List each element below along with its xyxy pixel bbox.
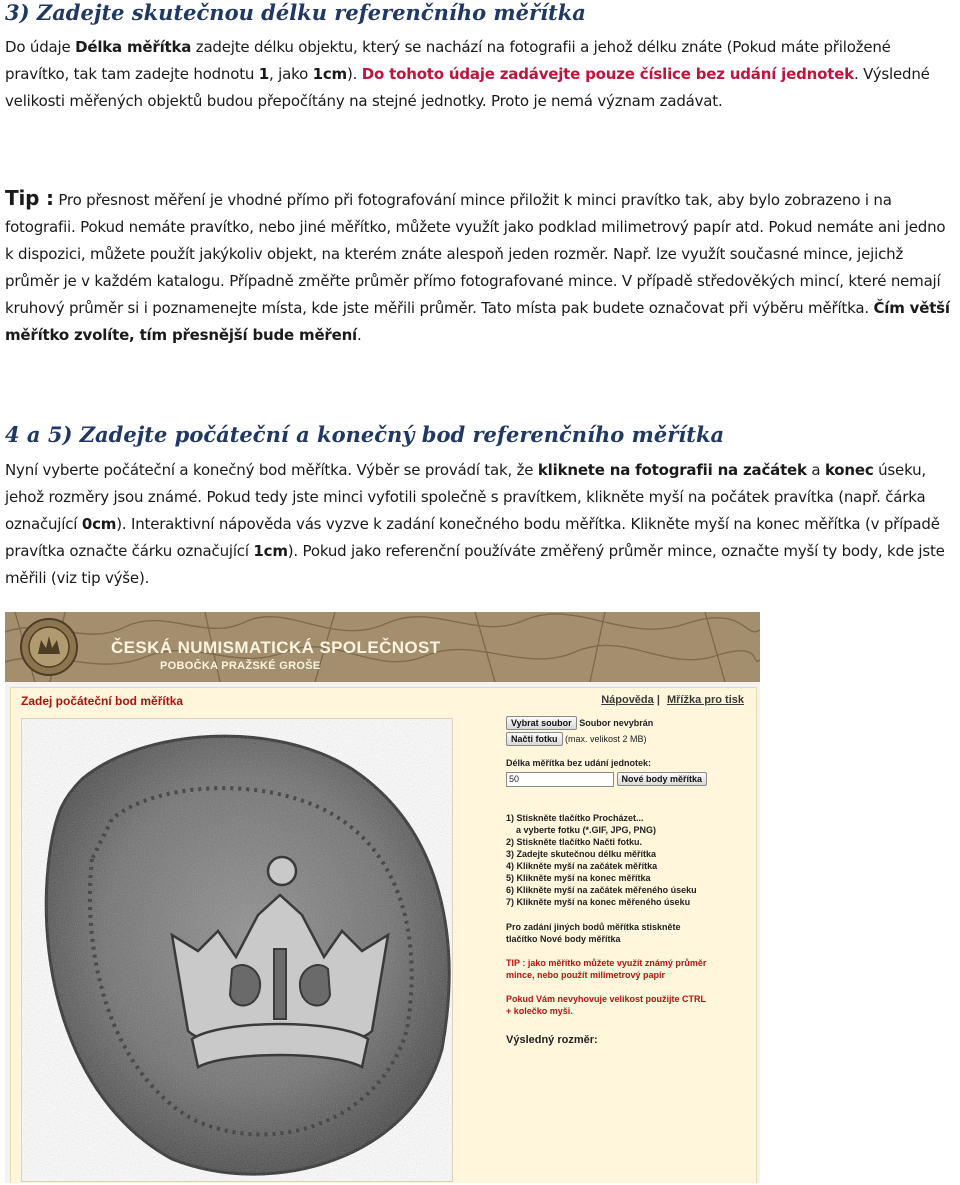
step-item: a vyberte fotku (*.GIF, JPG, PNG) — [516, 825, 657, 835]
frame-links — [597, 694, 744, 706]
step-item: 4) Klikněte myší na začátek měřítka — [506, 861, 658, 871]
zoom-hint-line1: Pokud Vám nevyhovuje velikost použijte CTRL — [506, 994, 707, 1004]
help-link[interactable]: Nápověda — [601, 694, 654, 706]
other-scale-line1: Pro zadání jiných bodů měřítka stiskněte — [506, 922, 681, 932]
tip-paragraph: Tip : Pro přesnost měření je vhodné přímo při fotografování mince přiložit k minci pravítko tak, aby bylo zobrazeno i na fotografii. Pokud nemáte pravítko, nebo jiné měřítko, můžete využít jako podklad milimetrový papír atd. Pokud nemáte ani jedno k dispozici, můžete použít jakýkoliv objekt, na kterém znáte alespoň jeden rozměr. Např. lze využít současné mince, jejichž průměr je v každém katalogu. Případně změřte průměr přímo fotografované mince. V případě středověkých mincí, které nemají kruhový průměr si i poznamenejte místa, kde jste měřili průměr. Tato místa pak budete označovat při výběru měřítka. Čím větší měřítko zvolíte, tím přesnější bude měření. — [5, 186, 950, 344]
section45-paragraph: Nyní vyberte počáteční a konečný bod měřítka. Výběr se provádí tak, že kliknete na fotografii na začátek a konec úseku, jehož rozměry jsou známé. Pokud tedy jste minci vyfotili společně s pravítkem, klikněte myší na počátek pravítka (např. čárka označující 0cm). Interaktivní nápověda vás vyzve k zadání konečného bodu měřítka. Klikněte myší na konec měřítka (v případě pravítka označte čárku označující 1cm). Pokud jako referenční používáte změřený průměr mince, označte myší ty body, kde jste měřili (viz tip výše). — [5, 461, 945, 587]
new-points-button[interactable]: Nové body měřítka — [617, 772, 708, 786]
banner-subtitle: POBOČKA PRAŽSKÉ GROŠE — [160, 660, 321, 672]
no-file-label: Soubor nevybrán — [579, 718, 654, 728]
panel-tip-line2: mince, nebo použít milimetrový papír — [506, 970, 666, 980]
max-size-label: (max. velikost 2 MB) — [565, 734, 647, 744]
society-banner — [5, 612, 760, 682]
coin-image — [22, 719, 452, 1181]
length-label: Délka měřítka bez udání jednotek: — [506, 758, 652, 768]
step-item: 2) Stiskněte tlačítko Načti fotku. — [506, 837, 643, 847]
grid-print-link[interactable]: Mřížka pro tisk — [666, 694, 744, 706]
frame-title: Zadej počáteční bod měřítka — [21, 694, 184, 708]
length-input[interactable]: 50 — [506, 772, 614, 787]
step-item: 6) Klikněte myší na začátek měřeného úseku — [506, 885, 697, 895]
choose-file-button[interactable]: Vybrat soubor — [506, 716, 577, 730]
steps-list — [506, 812, 746, 908]
coin-photo[interactable] — [21, 718, 453, 1182]
step-item: 5) Klikněte myší na konec měřítka — [506, 873, 651, 883]
tip-label: Tip : — [5, 186, 54, 210]
section3-heading: 3) Zadejte skutečnou délku referenčního měřítka — [5, 0, 586, 25]
banner-title: ČESKÁ NUMISMATICKÁ SPOLEČNOST — [111, 638, 441, 657]
link-separator: | — [656, 694, 660, 706]
measure-frame — [10, 687, 757, 1183]
section45-heading: 4 a 5) Zadejte počáteční a konečný bod referenčního měřítka — [5, 422, 725, 447]
warning-text: Do tohoto údaje zadávejte pouze číslice bez udání jednotek — [361, 65, 854, 83]
other-scale-line2: tlačítko Nové body měřítka — [506, 934, 621, 944]
app-screenshot — [5, 612, 760, 1183]
zoom-hint-line2: + kolečko myši. — [506, 1006, 573, 1016]
panel-tip-line1: TIP : jako měřítko můžete využít známý průměr — [506, 958, 707, 968]
load-photo-button[interactable]: Načti fotku — [506, 732, 563, 746]
step-item: 1) Stiskněte tlačítko Procházet... — [506, 813, 644, 823]
step-item: 7) Klikněte myší na konec měřeného úseku — [506, 897, 691, 907]
seal-icon — [21, 619, 77, 675]
section3-paragraph: Do údaje Délka měřítka zadejte délku objektu, který se nachází na fotografii a jehož délku znáte (Pokud máte přiložené pravítko, tak tam zadejte hodnotu 1, jako 1cm). Do tohoto údaje zadávejte pouze číslice bez udání jednotek. Výsledné velikosti měřených objektů budou přepočítány na stejné jednotky. Proto je nemá význam zadávat. — [5, 38, 930, 110]
step-item: 3) Zadejte skutečnou délku měřítka — [506, 849, 657, 859]
result-label: Výsledný rozměr: — [506, 1034, 598, 1046]
